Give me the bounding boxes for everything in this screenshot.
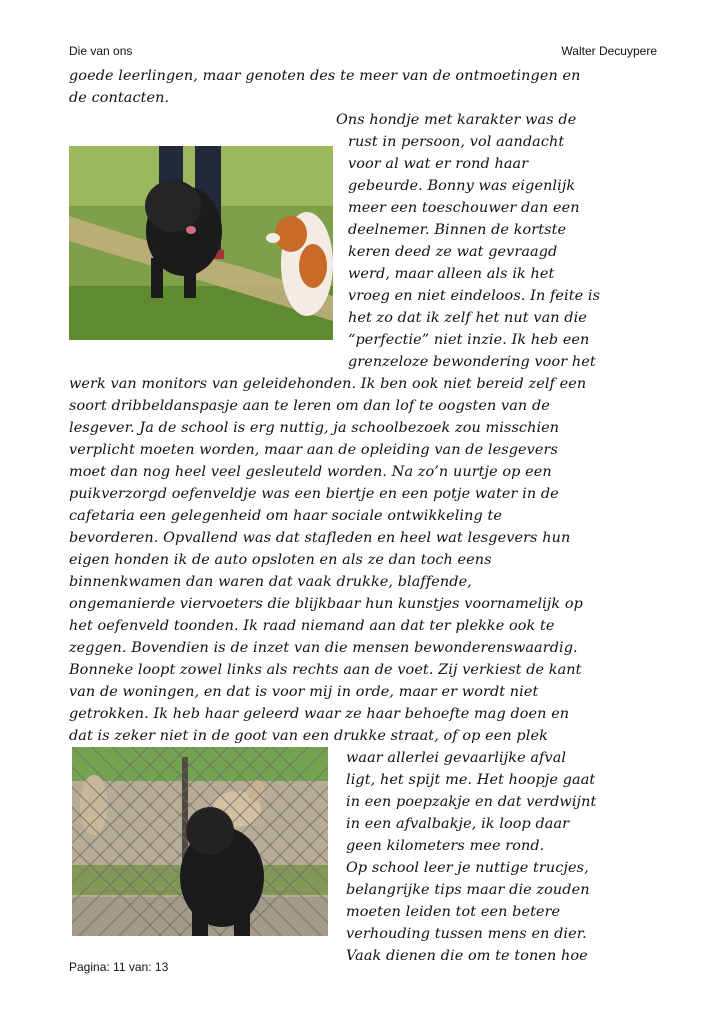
text-line: het oefenveld toonden. Ik raad niemand aan dat ter plekke ook te bbox=[69, 618, 555, 634]
text-line: geen kilometers mee rond. bbox=[346, 838, 545, 854]
footer-total-pages: 13 bbox=[154, 960, 169, 974]
text-line: vroeg en niet eindeloos. In feite is bbox=[348, 288, 601, 304]
text-line: werd, maar alleen als ik het bbox=[348, 266, 555, 282]
text-line: lesgever. Ja de school is erg nuttig, ja schoolbezoek zou misschien bbox=[69, 420, 560, 436]
text-line: binnenkwamen dan waren dat vaak drukke, blaffende, bbox=[69, 574, 472, 590]
text-line: moet dan nog heel veel gesleuteld worden. Na zo’n uurtje op een bbox=[69, 464, 552, 480]
text-line: belangrijke tips maar die zouden bbox=[346, 882, 590, 898]
header-author: Walter Decuypere bbox=[561, 44, 657, 58]
text-line: in een afvalbakje, ik loop daar bbox=[346, 816, 570, 832]
header-title: Die van ons bbox=[69, 44, 133, 58]
text-line: ongemanierde viervoeters die blijkbaar hun kunstjes voornamelijk op bbox=[69, 596, 583, 612]
text-line: meer een toeschouwer dan een bbox=[348, 200, 580, 216]
text-line: deelnemer. Binnen de kortste bbox=[348, 222, 567, 238]
text-line: eigen honden ik de auto opsloten en als ze dan toch eens bbox=[69, 552, 492, 568]
text-line: keren deed ze wat gevraagd bbox=[348, 244, 558, 260]
text-line: goede leerlingen, maar genoten des te meer van de ontmoetingen en bbox=[69, 68, 581, 84]
text-line: grenzeloze bewondering voor het bbox=[348, 354, 596, 370]
text-line: voor al wat er rond haar bbox=[348, 156, 529, 172]
footer-of-label: van: bbox=[128, 960, 152, 974]
text-line: in een poepzakje en dat verdwijnt bbox=[346, 794, 597, 810]
text-line: werk van monitors van geleidehonden. Ik ben ook niet bereid zelf een bbox=[69, 376, 587, 392]
text-line: puikverzorgd oefenveldje was een biertje en een potje water in de bbox=[69, 486, 559, 502]
text-line: bevorderen. Opvallend was dat stafleden en heel wat lesgevers hun bbox=[69, 530, 571, 546]
photo-dogs-in-grass bbox=[69, 146, 333, 340]
text-line: ligt, het spijt me. Het hoopje gaat bbox=[346, 772, 596, 788]
text-line: dat is zeker niet in de goot van een drukke straat, of op een plek bbox=[69, 728, 548, 744]
text-line: van de woningen, en dat is voor mij in orde, maar er wordt niet bbox=[69, 684, 539, 700]
text-line: cafetaria een gelegenheid om haar sociale ontwikkeling te bbox=[69, 508, 502, 524]
footer-page-number: 11 bbox=[113, 960, 126, 974]
text-line: “perfectie” niet inzie. Ik heb een bbox=[348, 332, 590, 348]
text-line: waar allerlei gevaarlijke afval bbox=[346, 750, 567, 766]
page-footer bbox=[69, 960, 168, 974]
text-line: verplicht moeten worden, maar aan de opleiding van de lesgevers bbox=[69, 442, 558, 458]
text-line: verhouding tussen mens en dier. bbox=[346, 926, 587, 942]
text-line: zeggen. Bovendien is de inzet van die mensen bewonderenswaardig. bbox=[69, 640, 578, 656]
text-line: Ons hondje met karakter was de bbox=[336, 112, 577, 128]
text-line: de contacten. bbox=[69, 90, 170, 106]
text-line: Bonneke loopt zowel links als rechts aan de voet. Zij verkiest de kant bbox=[69, 662, 582, 678]
text-line: rust in persoon, vol aandacht bbox=[348, 134, 565, 150]
text-line: gebeurde. Bonny was eigenlijk bbox=[348, 178, 576, 194]
photo-dog-at-fence bbox=[72, 747, 328, 936]
footer-page-label: Pagina: bbox=[69, 960, 110, 974]
text-line: Op school leer je nuttige trucjes, bbox=[346, 860, 589, 876]
text-line: Vaak dienen die om te tonen hoe bbox=[346, 948, 588, 964]
text-line: getrokken. Ik heb haar geleerd waar ze haar behoefte mag doen en bbox=[69, 706, 570, 722]
text-line: soort dribbeldanspasje aan te leren om dan lof te oogsten van de bbox=[69, 398, 550, 414]
text-line: het zo dat ik zelf het nut van die bbox=[348, 310, 587, 326]
text-line: moeten leiden tot een betere bbox=[346, 904, 561, 920]
